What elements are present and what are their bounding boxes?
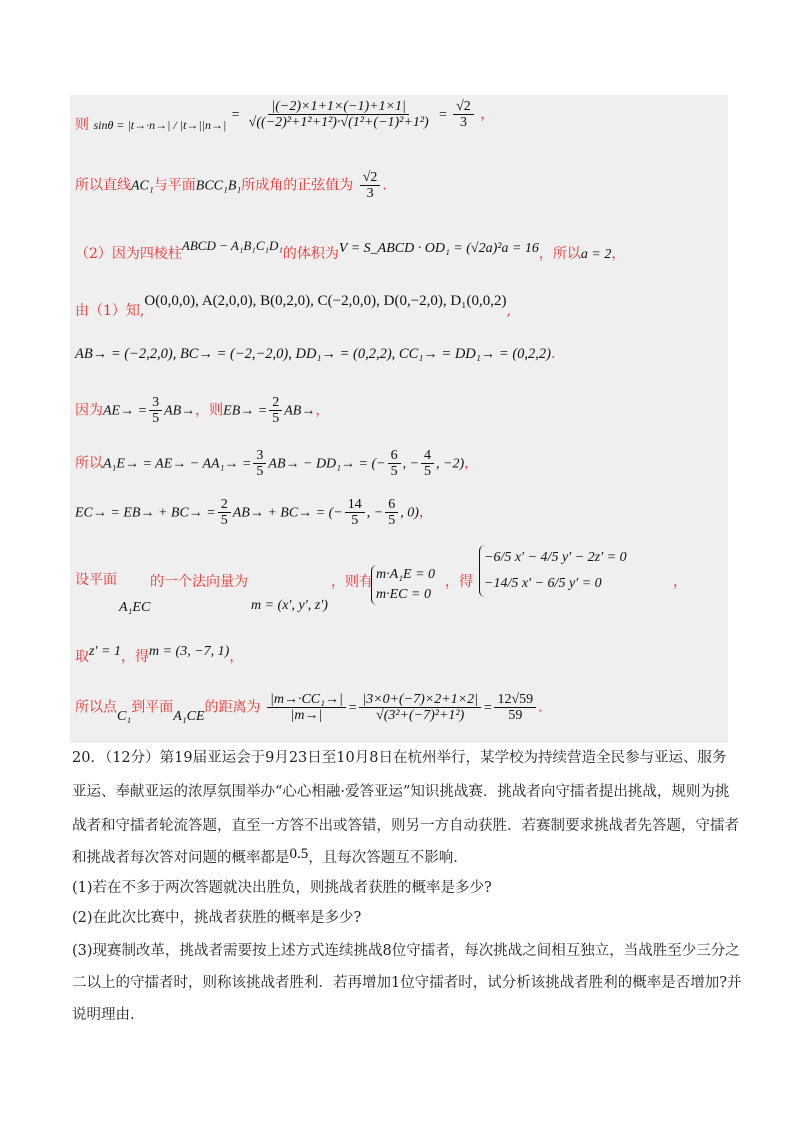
denominator: 5 xyxy=(272,411,280,426)
sol-line-9 xyxy=(75,545,687,615)
equation: m·A₁E = 0 xyxy=(376,567,436,582)
fraction xyxy=(253,448,266,479)
numerator: 14 xyxy=(345,497,365,513)
text: ， xyxy=(315,402,330,419)
question-2: (2)在此次比赛中，挑战者获胜的概率是多少? xyxy=(72,910,362,926)
fraction xyxy=(360,170,381,201)
text: 所以点 xyxy=(75,699,117,716)
denominator: 3 xyxy=(366,186,374,201)
question-3: (3)现赛制改革，挑战者需要按上述方式连续挑战8位守擂者，每次挑战之间相互独立，当战胜至少三分之 xyxy=(72,943,740,959)
numerator: 3 xyxy=(149,395,162,411)
formula: AB→ = (−2,2,0), BC→ = (−2,−2,0), DD₁→ = (0,2,2), CC₁→ = DD₁→ = (0,2,2) xyxy=(75,346,552,362)
numerator: 4 xyxy=(421,448,434,464)
problem-line xyxy=(72,848,468,868)
fraction xyxy=(218,497,231,528)
denominator: 3 xyxy=(459,115,467,130)
text: ，得 xyxy=(445,574,473,590)
fraction xyxy=(494,692,536,723)
numerator: √2 xyxy=(360,170,381,186)
fraction xyxy=(453,99,474,130)
denominator: 59 xyxy=(508,708,523,723)
numerator: 6 xyxy=(388,448,401,464)
question-3-cont: 说明理由. xyxy=(72,1007,135,1023)
text: ， xyxy=(229,649,244,665)
denominator: √(3²+(−7)²+1²) xyxy=(376,708,465,723)
sol-line-4 xyxy=(75,292,511,319)
text: 设平面 xyxy=(75,572,117,588)
text: 则 xyxy=(75,116,89,133)
formula: AB→ xyxy=(284,403,316,419)
sol-line-7 xyxy=(75,448,478,479)
text: 由（1）知, xyxy=(75,303,145,319)
sol-line-5 xyxy=(75,345,555,363)
formula: , − xyxy=(402,456,420,472)
denominator: √((−2)²+1²+1²)·√(1²+(−1)²+1²) xyxy=(248,115,429,130)
equation: −6/5 x′ − 4/5 y′ − 2z′ = 0 xyxy=(484,550,627,565)
denominator: 5 xyxy=(256,464,264,479)
text: 所以 xyxy=(75,455,103,472)
formula: , − xyxy=(366,505,384,521)
text: 与平面 xyxy=(153,177,196,194)
text: （2）因为四棱柱 xyxy=(75,246,182,262)
text: ，且每次答题互不影响． xyxy=(308,850,468,866)
fraction xyxy=(359,692,481,723)
formula: sinθ = |t→·n→| / |t→||n→| xyxy=(93,117,227,132)
numerator: 3 xyxy=(253,448,266,464)
denominator: 5 xyxy=(388,513,396,528)
formula: , −2) xyxy=(436,456,465,472)
equation: −14/5 x′ − 6/5 y′ = 0 xyxy=(484,576,602,591)
text: 的一个法向量为 xyxy=(150,574,248,590)
formula: AB→ + BC→ = (− xyxy=(232,505,343,521)
formula: AB→ xyxy=(164,403,196,419)
fraction xyxy=(149,395,162,426)
equation-system xyxy=(371,565,435,605)
fraction xyxy=(345,497,365,528)
text: 所以直线 xyxy=(75,177,131,194)
question-3-cont: 二以上的守擂者时，则称该挑战者胜利．若再增加1位守擂者时，试分析该挑战者胜利的概率是否增加?并 xyxy=(72,975,742,991)
denominator: |m→| xyxy=(290,708,323,723)
text: 和挑战者每次答对问题的概率都是 xyxy=(72,850,290,866)
text: 到平面 xyxy=(131,699,174,716)
numerator: √2 xyxy=(453,99,474,115)
text: ，则有 xyxy=(331,574,373,590)
text: 的距离为 xyxy=(204,699,261,716)
text: . xyxy=(538,699,543,716)
formula: , 0) xyxy=(400,505,419,521)
text: . xyxy=(382,177,387,194)
formula: AE→ = xyxy=(103,403,148,419)
formula: A₁CE xyxy=(173,708,205,724)
formula: EC→ = EB→ + BC→ = xyxy=(75,505,216,521)
numerator: |(−2)×1+1×(−1)+1×1| xyxy=(268,99,408,115)
formula: m = (x′, y′, z′) xyxy=(251,598,328,613)
sol-line-1: 则 sinθ = |t→·n→| / |t→||n→| = $\frac{|(-2)\times 1+1\times(-1)+1\times 1|}{\text{√((−2)²+1²+1²)·√(1²+(−1)²+1²)}}$ = $\frac{√2}{3}$ ， xyxy=(75,99,495,133)
fraction xyxy=(246,99,432,130)
formula: AB→ − DD₁→ = (− xyxy=(268,456,386,472)
text: . xyxy=(551,346,556,362)
fraction xyxy=(421,448,434,479)
text: ， xyxy=(464,455,479,472)
problem-line: 20．（12分）第19届亚运会于9月23日至10月8日在杭州举行，某学校为持续营造全民参与亚运、服务 xyxy=(72,750,727,766)
formula: A₁E→ = AE→ − AA₁→ = xyxy=(103,456,252,472)
text: 所成角的正弦值为 xyxy=(241,177,354,194)
denominator: 5 xyxy=(390,464,398,479)
text: 取 xyxy=(75,649,89,665)
denominator: 5 xyxy=(152,411,160,426)
text: ， xyxy=(480,106,495,123)
formula: BCC₁B₁ xyxy=(195,178,242,194)
numerator: |m→·CC₁→| xyxy=(267,692,346,708)
problem-line: 战者和守擂者轮流答题，直至一方答不出或答错，则另一方自动获胜．若赛制要求挑战者先答题，守擂者 xyxy=(72,818,739,834)
sol-line-11: 所以点C₁到平面A₁CE的距离为 $\frac{\text{|m→·CC₁→|}}{|m\to|}$ = $\frac{|3\times 0+(-7)\times 2+1\times 2|}{\text{√(3²+(−7)²+1²)}}$ = $\frac{12√59}{59}$ . xyxy=(75,692,543,724)
text: ， xyxy=(673,574,687,590)
text: ， xyxy=(611,246,626,262)
sol-line-10 xyxy=(75,642,244,665)
formula: ABCD − A₁B₁C₁D₁ xyxy=(181,238,283,253)
formula: V = S_ABCD · OD₁ = (√2a)²a = 16 xyxy=(338,241,539,256)
formula: EB→ = xyxy=(223,403,268,419)
sol-line-8 xyxy=(75,497,433,528)
formula: m = (3, −7, 1) xyxy=(148,644,230,659)
numerator: 6 xyxy=(385,497,398,513)
denominator: 5 xyxy=(220,513,228,528)
text: 的体积为 xyxy=(282,246,339,262)
fraction xyxy=(267,692,346,723)
equation: m·EC = 0 xyxy=(376,587,431,602)
denominator: 5 xyxy=(424,464,432,479)
text: ， xyxy=(418,504,433,521)
question-1: (1)若在不多于两次答题就决出胜负，则挑战者获胜的概率是多少? xyxy=(72,880,492,896)
denominator: 5 xyxy=(351,513,359,528)
fraction xyxy=(388,448,401,479)
text: ，则 xyxy=(195,402,224,419)
formula: O(0,0,0), A(2,0,0), B(0,2,0), C(−2,0,0), D(0,−2,0), D₁(0,0,2) xyxy=(144,293,507,309)
sol-line-3 xyxy=(75,238,626,264)
formula: 0.5 xyxy=(289,846,309,862)
numerator: 2 xyxy=(218,497,231,513)
formula: z′ = 1 xyxy=(89,644,121,659)
text: ，所以 xyxy=(538,246,581,262)
sol-line-6 xyxy=(75,395,329,426)
formula: AC₁ xyxy=(131,178,154,194)
text: , xyxy=(506,303,511,319)
numerator: 12√59 xyxy=(494,692,536,708)
numerator: |3×0+(−7)×2+1×2| xyxy=(359,692,481,708)
problem-line: 亚运、奉献亚运的浓厚氛围举办“心心相融·爱答亚运”知识挑战赛．挑战者向守擂者提出挑战，规则为挑 xyxy=(72,784,730,800)
formula: C₁ xyxy=(117,708,132,724)
fraction xyxy=(385,497,398,528)
equation-system xyxy=(479,545,627,597)
numerator: 2 xyxy=(269,395,282,411)
formula: A₁EC xyxy=(119,600,151,615)
formula: a = 2 xyxy=(580,247,612,262)
text: 因为 xyxy=(75,402,103,419)
text: ，得 xyxy=(120,649,149,665)
fraction xyxy=(269,395,282,426)
sol-line-2 xyxy=(75,170,387,201)
